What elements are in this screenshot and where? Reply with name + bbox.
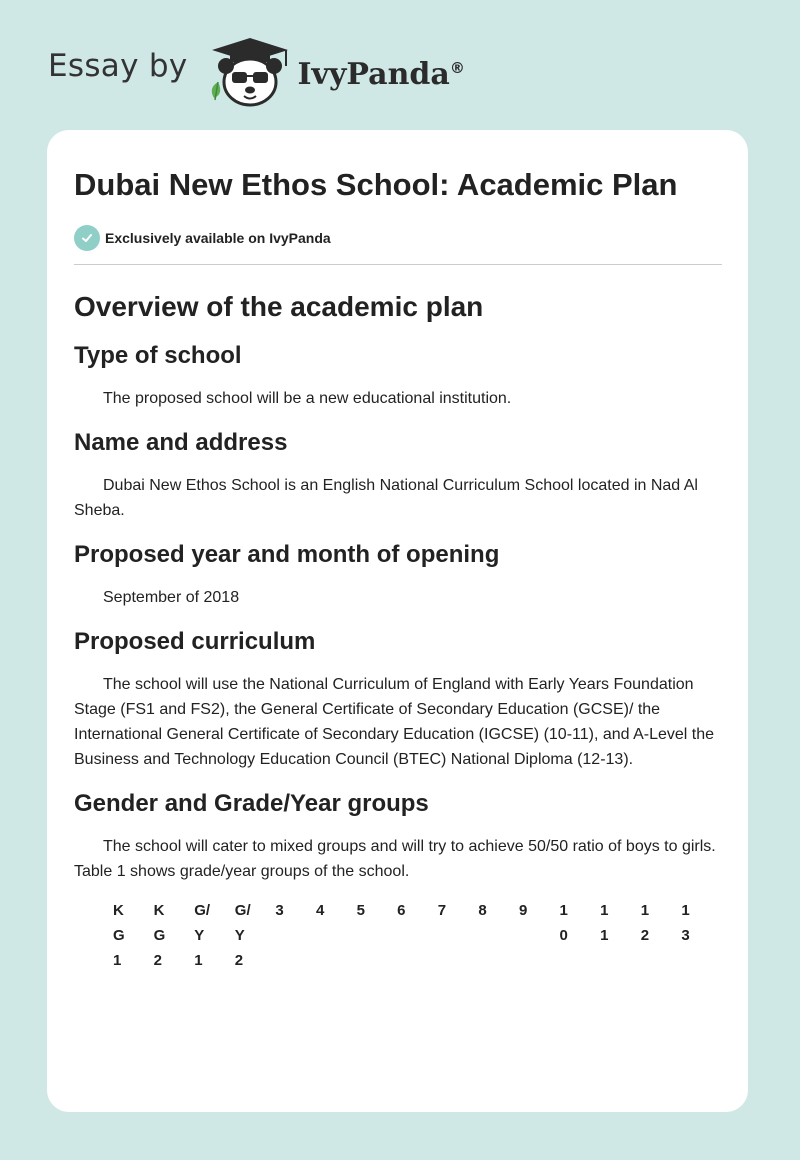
- section-heading: Type of school: [74, 342, 242, 369]
- exclusive-badge: [74, 224, 722, 252]
- brand-logo-text[interactable]: IvyPanda®: [297, 56, 465, 92]
- table-cell: Y: [194, 927, 205, 944]
- table-cell: G/: [234, 902, 251, 919]
- article-card: [47, 130, 748, 1112]
- table-column: [316, 898, 357, 973]
- table-column: [235, 898, 276, 973]
- table-cell: Y: [234, 927, 245, 944]
- table-cell: 6: [397, 902, 406, 919]
- section-text: The school will cater to mixed groups and will try to achieve 50/50 ratio of boys to girls. Table 1 shows grade/year groups of the school.: [74, 838, 716, 880]
- table-cell: 0: [559, 927, 568, 944]
- table-column: [275, 898, 316, 973]
- table-column: [438, 898, 479, 973]
- section-text: The school will use the National Curriculum of England with Early Years Foundation Stage (FS1 and FS2), the General Certificate of Secondary Education (GCSE)/ the International General Certificate of Secondary Education (IGCSE) (10-11), and A-Level the Business and Technology Education Council (BTEC) National Diploma (12-13).: [74, 676, 715, 768]
- site-header: [48, 36, 465, 108]
- section-text: The proposed school will be a new educational institution.: [103, 390, 512, 407]
- table-column: [113, 898, 154, 973]
- grade-year-table: [113, 898, 722, 973]
- divider: [74, 264, 722, 265]
- table-cell: 1: [681, 902, 690, 919]
- table-cell: 1: [600, 927, 609, 944]
- section-heading: Name and address: [74, 429, 288, 456]
- table-cell: K: [113, 902, 124, 919]
- table-column: [478, 898, 519, 973]
- table-cell: 2: [234, 952, 244, 969]
- table-column: [600, 898, 641, 973]
- essay-by-label: Essay by: [48, 48, 188, 84]
- table-cell: G: [113, 927, 125, 944]
- table-cell: 2: [640, 927, 650, 944]
- section-text: September of 2018: [103, 589, 240, 606]
- table-cell: 8: [478, 902, 487, 919]
- table-cell: 1: [113, 952, 122, 969]
- section-heading: Gender and Grade/Year groups: [74, 790, 429, 817]
- table-cell: 3: [275, 902, 284, 919]
- check-icon: [74, 225, 100, 251]
- table-cell: K: [153, 902, 165, 919]
- table-cell: 1: [600, 902, 609, 919]
- table-cell: G: [153, 927, 166, 944]
- panda-mascot-icon: [206, 36, 294, 108]
- table-cell: 1: [194, 952, 203, 969]
- table-column: [681, 898, 722, 973]
- table-cell: 5: [356, 902, 365, 919]
- table-cell: 4: [315, 902, 325, 919]
- table-column: [357, 898, 398, 973]
- table-cell: G/: [194, 902, 211, 919]
- table-column: [560, 898, 601, 973]
- table-cell: 7: [437, 902, 447, 919]
- badge-label: Exclusively available on IvyPanda: [105, 230, 331, 246]
- overview-heading: Overview of the academic plan: [74, 291, 484, 322]
- table-column: [154, 898, 195, 973]
- table-column: [194, 898, 235, 973]
- section-heading: Proposed year and month of opening: [74, 541, 500, 568]
- section-heading: Proposed curriculum: [74, 628, 316, 655]
- table-cell: 9: [518, 902, 528, 919]
- table-cell: 1: [640, 902, 650, 919]
- table-column: [397, 898, 438, 973]
- table-cell: 2: [153, 952, 162, 969]
- table-column: [519, 898, 560, 973]
- section-text: Dubai New Ethos School is an English National Curriculum School located in Nad Al Sheba.: [74, 477, 698, 519]
- table-cell: 1: [559, 902, 568, 919]
- table-cell: 3: [681, 927, 690, 944]
- article-title: Dubai New Ethos School: Academic Plan: [74, 167, 678, 202]
- table-column: [641, 898, 682, 973]
